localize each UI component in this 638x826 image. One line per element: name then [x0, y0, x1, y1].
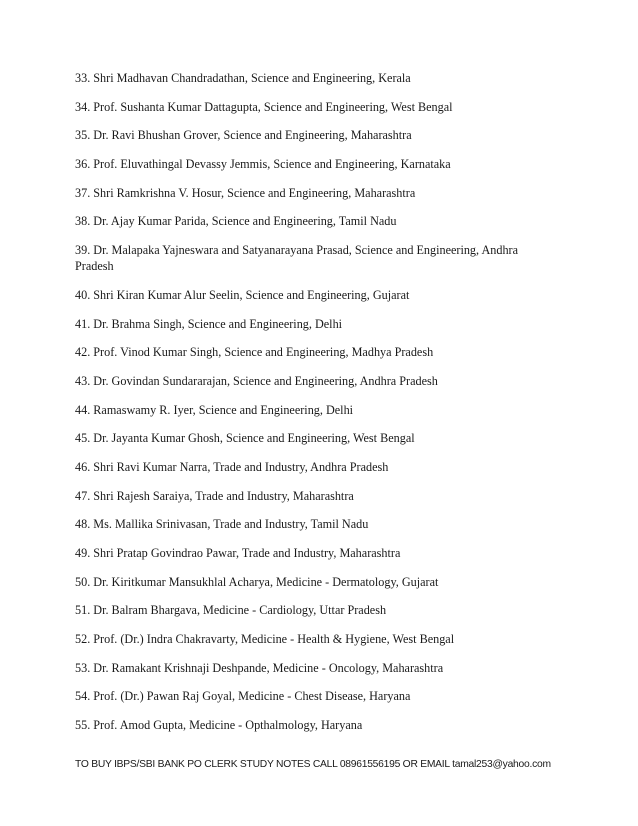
list-item: 41. Dr. Brahma Singh, Science and Engineering, Delhi: [75, 316, 343, 331]
list-item: 43. Dr. Govindan Sundararajan, Science and Engineering, Andhra Pradesh: [75, 373, 438, 388]
list-item: 48. Ms. Mallika Srinivasan, Trade and Industry, Tamil Nadu: [75, 517, 369, 532]
list-item: 34. Prof. Sushanta Kumar Dattagupta, Science and Engineering, West Bengal: [75, 99, 453, 114]
list-item: 37. Shri Ramkrishna V. Hosur, Science and Engineering, Maharashtra: [75, 185, 416, 200]
list-item: 39. Dr. Malapaka Yajneswara and Satyanarayana Prasad, Science and Engineering, Andhra Pradesh: [75, 243, 519, 274]
list-item: 50. Dr. Kiritkumar Mansukhlal Acharya, Medicine - Dermatology, Gujarat: [75, 574, 439, 589]
list-item: 42. Prof. Vinod Kumar Singh, Science and Engineering, Madhya Pradesh: [75, 345, 434, 360]
awardee-list: [75, 70, 555, 746]
list-item: 51. Dr. Balram Bhargava, Medicine - Cardiology, Uttar Pradesh: [75, 603, 387, 618]
list-item: 44. Ramaswamy R. Iyer, Science and Engineering, Delhi: [75, 402, 354, 417]
list-item: 36. Prof. Eluvathingal Devassy Jemmis, Science and Engineering, Karnataka: [75, 157, 451, 172]
list-item: 46. Shri Ravi Kumar Narra, Trade and Industry, Andhra Pradesh: [75, 459, 389, 474]
list-item: 35. Dr. Ravi Bhushan Grover, Science and Engineering, Maharashtra: [75, 128, 412, 143]
list-item: 40. Shri Kiran Kumar Alur Seelin, Science and Engineering, Gujarat: [75, 287, 410, 302]
list-item: 45. Dr. Jayanta Kumar Ghosh, Science and Engineering, West Bengal: [75, 431, 415, 446]
list-item: 33. Shri Madhavan Chandradathan, Science and Engineering, Kerala: [75, 71, 411, 85]
list-item: 54. Prof. (Dr.) Pawan Raj Goyal, Medicine - Chest Disease, Haryana: [75, 689, 411, 704]
page-footer: TO BUY IBPS/SBI BANK PO CLERK STUDY NOTES CALL 08961556195 OR EMAIL tamal253@yahoo.com: [75, 759, 551, 770]
list-item: 49. Shri Pratap Govindrao Pawar, Trade and Industry, Maharashtra: [75, 546, 401, 560]
list-item: 53. Dr. Ramakant Krishnaji Deshpande, Medicine - Oncology, Maharashtra: [75, 660, 444, 675]
list-item: 38. Dr. Ajay Kumar Parida, Science and Engineering, Tamil Nadu: [75, 214, 397, 229]
list-item: 52. Prof. (Dr.) Indra Chakravarty, Medicine - Health & Hygiene, West Bengal: [75, 632, 455, 647]
list-item: 55. Prof. Amod Gupta, Medicine - Opthalmology, Haryana: [75, 718, 363, 733]
list-item: 47. Shri Rajesh Saraiya, Trade and Industry, Maharashtra: [75, 488, 354, 503]
